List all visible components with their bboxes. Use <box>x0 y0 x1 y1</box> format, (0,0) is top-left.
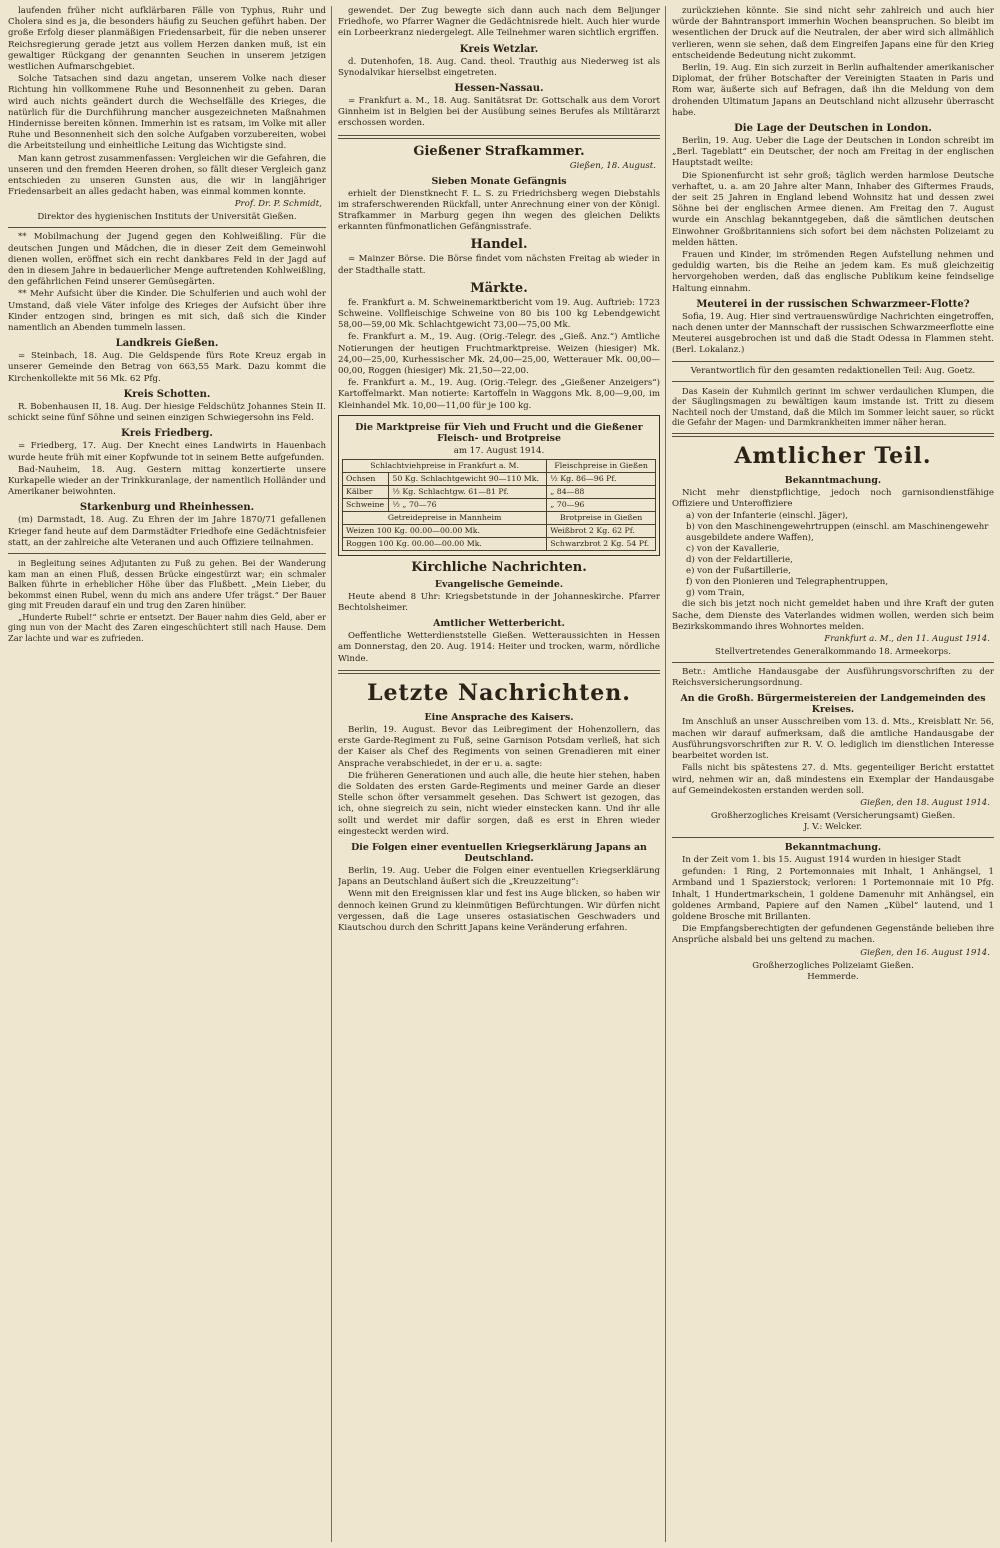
table-cell: Weißbrot 2 Kg. 62 Pf. <box>547 524 656 537</box>
notice-signatory: J. V.: Welcker. <box>803 821 863 832</box>
market-price-heading: Die Marktpreise für Vieh und Frucht und die Gießener Fleisch- und Brotpreise <box>355 421 643 444</box>
section-heading: Hessen-Nassau. <box>454 83 544 95</box>
table-row <box>343 472 656 485</box>
section-heading-large: Letzte Nachrichten. <box>367 679 631 706</box>
notice-paragraph: In der Zeit vom 1. bis 15. August 1914 wurden in hiesiger Stadt <box>682 854 961 865</box>
table-cell: „ 84—88 <box>547 485 656 498</box>
article-heading: Evangelische Gemeinde. <box>434 578 564 590</box>
table-cell: Weizen 100 Kg. 00.00—00.00 Mk. <box>343 524 547 537</box>
notice-paragraph: Im Anschluß an unser Ausschreiben vom 13. d. Mts., Kreisblatt Nr. 56, machen wir darauf aufmerksam, daß die amtliche Handausgabe der Ausführungsvorschriften zur R. V. O. lediglich im dienstlichen Interesse bearbeitet worden ist. <box>672 717 994 762</box>
section-heading: Meuterei in der russischen Schwarzmeer-Flotte? <box>696 298 970 310</box>
table-cell: ½ Kg. Schlachtgw. 61—81 Pf. <box>389 485 547 498</box>
divider <box>672 433 994 437</box>
section-heading: Starkenburg und Rheinhessen. <box>79 502 255 514</box>
article-paragraph: = Friedberg, 17. Aug. Der Knecht eines Landwirts in Hauenbach wurde heute früh mit einer Kopfwunde tot in seinem Bette aufgefunden. <box>8 441 326 463</box>
service-branch-list <box>686 511 994 599</box>
notice-authority: Großherzogliches Polizeiamt Gießen. <box>752 960 914 971</box>
article-paragraph: Berlin, 19. Aug. Ueber die Lage der Deutschen in London schreibt im „Berl. Tageblatt“ ein Deutscher, der noch am Freitag in der englischen Hauptstadt weilte: <box>672 136 994 169</box>
article-paragraph: Frauen und Kinder, im strömenden Regen Aufstellung nehmen und geduldig warten, bis die Reihe an jedem kam. Es muß gleichzeitig hervorgehoben werden, daß das englische Publikum keine feindselige Haltung einnahm. <box>672 250 994 294</box>
market-price-box <box>338 415 660 556</box>
table-row <box>343 485 656 498</box>
article-paragraph: laufenden früher nicht aufklärbaren Fälle von Typhus, Ruhr und Cholera sind es ja, die besonders häufig zu Seuchen geführt haben. Der große Erfolg dieser planmäßigen Friedensarbeit, für die neben unserer Reichsregierung gerade jetzt aus vollem Herzen danken muß, ist ein gewaltiger Rückgang der genannten Seuchen in unserem jetzigen westlichen Aufmarschgebiet. <box>8 6 326 73</box>
feuilleton-paragraph: „Hunderte Rubel!“ schrie er entsetzt. Der Bauer nahm dies Geld, aber er ging nun von der Macht des Zaren eingeschüchtert still nach Hause. Dem Zar lachte und war es zufrieden. <box>8 611 326 644</box>
table-cell: Roggen 100 Kg. 00.00—00.00 Mk. <box>343 537 547 550</box>
divider <box>8 553 326 554</box>
table-cell: Kälber <box>343 485 389 498</box>
article-paragraph: Heute abend 8 Uhr: Kriegsbetstunde in der Johanneskirche. Pfarrer Bechtolsheimer. <box>338 591 660 614</box>
section-heading: Landkreis Gießen. <box>115 338 219 350</box>
notice-paragraph: Nicht mehr dienstpflichtige, jedoch noch garnisondienstfähige Offiziere und Unteroffiziere <box>672 488 994 510</box>
article-paragraph: = Steinbach, 18. Aug. Die Geldspende fürs Rote Kreuz ergab in unserer Gemeinde den Betrag von 663,55 Mark. Dazu kommt die Kirchenkollekte mit 56 Mk. 62 Pfg. <box>8 351 326 384</box>
notice-signature: Gießen, den 16. August 1914. <box>860 947 990 958</box>
article-paragraph: Man kann getrost zusammenfassen: Vergleichen wir die Gefahren, die unseren und den fremden Heeren drohen, so fällt dieser Vergleich ganz entschieden zu unseren Gunsten aus, die wir in langjähriger Friedensarbeit an alles gedacht haben, was einmal kommen konnte. <box>8 153 326 198</box>
table-row <box>343 537 656 550</box>
article-paragraph: Berlin, 19. Aug. Ein sich zurzeit in Berlin aufhaltender amerikanischer Diplomat, der früher Botschafter der Vereinigten Staaten in Paris und Rom war, äußerte sich auf Befragen, daß ihn die Meldung von dem drohenden Ultimatum Japans an Deutschland nicht allzusehr überrascht habe. <box>672 63 994 118</box>
article-paragraph: Die Spionenfurcht ist sehr groß; täglich werden harmlose Deutsche verhaftet, u. a. am 20 Jahre alter Mann, Inhaber des Giftermes Frauds, der seit 25 Jahren in England lebend Wohnsitz hat und dessen zwei Söhne bei der englischen Armee dienen. Am Freitag den 7. August wurde ein Anschlag bekanntgegeben, daß die sämtlichen deutschen Einwohner Großbritanniens sich sofort bei dem nächsten Polizeiamt zu melden hätten. <box>672 170 994 248</box>
notice-paragraph: die sich bis jetzt noch nicht gemeldet haben und ihre Kraft der guten Sache, dem Dienste des Vaterlandes widmen wollen, werden sich beim Bezirkskommando ihres Wohnortes melden. <box>672 599 994 632</box>
article-paragraph: fe. Frankfurt a. M., 19. Aug. (Orig.-Telegr. des „Gießener Anzeigers“) Kartoffelmarkt. Man notierte: Kartoffeln in Waggons Mk. 8,00—9,00, im Kleinhandel Mk. 10,00—11,00 für je 100 kg. <box>338 378 660 411</box>
list-item: e) von der Fußartillerie, <box>686 566 791 577</box>
notice-signature: Frankfurt a. M., den 11. August 1914. <box>824 634 990 645</box>
article-paragraph: d. Dutenhofen, 18. Aug. Cand. theol. Trauthig aus Niederweg ist als Synodalvikar hierselbst eingetreten. <box>338 56 660 78</box>
column-right <box>672 6 994 1542</box>
section-heading: Kreis Friedberg. <box>121 428 213 440</box>
author-affiliation: Direktor des hygienischen Instituts der Universität Gießen. <box>37 212 297 223</box>
column-rule <box>665 6 666 1542</box>
notice-heading: An die Großh. Bürgermeistereien der Landgemeinden des Kreises. <box>680 693 986 716</box>
list-item: b) von den Maschinengewehrtruppen (einschl. am Maschinengewehr ausgebildete andere Waffen), <box>686 522 989 544</box>
column-middle <box>338 6 660 1542</box>
section-heading: Die Lage der Deutschen in London. <box>734 123 932 135</box>
article-paragraph: Oeffentliche Wetterdienststelle Gießen. Wetteraussichten in Hessen am Donnerstag, den 20. Aug. 1914: Heiter und trocken, warm, nördliche Winde. <box>338 631 660 664</box>
list-item: a) von der Infanterie (einschl. Jäger), <box>686 511 848 522</box>
table-cell: ½ Kg. 86—96 Pf. <box>547 472 656 485</box>
notice-paragraph: Falls nicht bis spätestens 27. d. Mts. gegenteiliger Bericht erstattet wird, nehmen wir an, daß mindestens ein Exemplar der Handausgabe auf Gemeindekosten erstanden werden soll. <box>672 763 994 796</box>
table-header: Fleischpreise in Gießen <box>547 459 656 472</box>
notice-authority: Großherzogliches Kreisamt (Versicherungsamt) Gießen. <box>710 810 956 821</box>
price-table <box>342 459 656 551</box>
article-paragraph: Sofia, 19. Aug. Hier sind vertrauenswürdige Nachrichten eingetroffen, nach denen unter der Mannschaft der russischen Schwarzmeerflotte eine Meuterei ausgebrochen ist und daß die Stadt Odessa in Flammen steht. (Berl. Lokalanz.) <box>672 311 994 356</box>
article-paragraph: gewendet. Der Zug bewegte sich dann auch nach dem Beljunger Friedhofe, wo Pfarrer Wagner die Gedächtnisrede hielt. Auch hier wurde ein Lorbeerkranz niedergelegt. Alle Teilnehmer waren sichtlich ergriffen. <box>338 6 660 39</box>
notice-paragraph: Betr.: Amtliche Handausgabe der Ausführungsvorschriften zu der Reichsversicherungsordnung. <box>672 667 994 689</box>
article-paragraph: zurückziehen könnte. Sie sind nicht sehr zahlreich und auch hier würde der Bahntransport immerhin Wochen beanspruchen. So bleibt im wesentlichen der Druck auf die Neutralen, der aber wird sich allmählich verlieren, wenn sie sehen, daß dem Eingreifen Japans eine für den Krieg entscheidende Bedeutung nicht zukommt. <box>672 6 994 61</box>
section-heading: Kreis Wetzlar. <box>459 43 539 55</box>
dateline: Gießen, 18. August. <box>569 160 656 171</box>
divider <box>338 135 660 139</box>
column-left <box>8 6 326 1542</box>
divider <box>672 837 994 838</box>
feuilleton-paragraph: in Begleitung seines Adjutanten zu Fuß zu gehen. Bei der Wanderung kam man an einen Fluß, dessen Brücke eingestürzt war; ein schmaler Balken führte in erheblicher Höhe über das Flußbett. „Mein Lieber, du bekommst einen Rubel, wenn du mich ans andere Ufer trägst.“ Der Bauer ging mit Freuden darauf ein und trug den Zaren hinüber. <box>8 557 326 611</box>
article-paragraph: Berlin, 19. Aug. Ueber die Folgen einer eventuellen Kriegserklärung Japans an Deutschland äußert sich die „Kreuzzeitung“: <box>338 865 660 888</box>
section-heading-large: Amtlicher Teil. <box>734 443 932 470</box>
article-paragraph: = Frankfurt a. M., 18. Aug. Sanitätsrat Dr. Gottschalk aus dem Vorort Ginnheim ist in Belgien bei der Ausübung seines Berufes als Militärarzt erschossen worden. <box>338 96 660 129</box>
table-cell: Schwarzbrot 2 Kg. 54 Pf. <box>547 537 656 550</box>
table-cell: Schweine <box>343 498 389 511</box>
divider <box>672 361 994 362</box>
notice-heading: Bekanntmachung. <box>784 475 882 487</box>
section-heading: Märkte. <box>470 280 528 296</box>
impressum: Verantwortlich für den gesamten redaktionellen Teil: Aug. Goetz. <box>690 365 976 376</box>
author-signature: Prof. Dr. P. Schmidt, <box>234 199 322 210</box>
article-paragraph: Bad-Nauheim, 18. Aug. Gestern mittag konzertierte unsere Kurkapelle wieder an der Trinkkuranlage, der namentlich Holländer und Amerikaner beiwohnten. <box>8 464 326 498</box>
list-item: f) von den Pionieren und Telegraphentruppen, <box>686 577 889 588</box>
section-heading: Kirchliche Nachrichten. <box>411 559 587 575</box>
column-rule <box>331 6 332 1542</box>
section-heading: Gießener Strafkammer. <box>413 143 585 159</box>
notice-signatory: Hemmerde. <box>807 971 859 982</box>
article-paragraph: ** Mobilmachung der Jugend gegen den Kohlweißling. Für die deutschen Jungen und Mädchen, die in dieser Zeit dem Gemeinwohl dienen wollen, eröffnet sich ein recht dankbares Feld in der Jagd auf den in diesem Jahre in bedauerlicher Menge auftretenden Kohlweißling, den gefährlichen Feind unserer Gemüsegärten. <box>8 232 326 288</box>
list-item: g) vom Train, <box>686 588 745 599</box>
divider <box>338 670 660 674</box>
article-paragraph: = Mainzer Börse. Die Börse findet vom nächsten Freitag ab wieder in der Stadthalle statt. <box>338 254 660 276</box>
article-heading: Amtlicher Wetterbericht. <box>433 618 565 630</box>
article-paragraph: Wenn mit den Ereignissen klar und fest ins Auge blicken, so haben wir dennoch keinen Grund zu kleinmütigen Befürchtungen. Wir dürfen nicht vergessen, daß die Lage unseres ostasiatischen Geschwaders und Kiautschou durch den Schritt Japans keine Veränderung erfahren. <box>338 889 660 933</box>
table-cell: Ochsen <box>343 472 389 485</box>
divider <box>8 227 326 228</box>
notice-paragraph: gefunden: 1 Ring, 2 Portemonnaies mit Inhalt, 1 Anhängsel, 1 Armband und 1 Spazierstock; verloren: 1 Portemonnaie mit 10 Pfg. Inhalt, 1 Hundertmarkschein, 1 goldene Damenuhr mit Anhängsel, ein goldenes Armband, Papiere auf den Namen „Kübel“ lautend, und 1 goldene Brosche mit Brillanten. <box>672 867 994 922</box>
section-heading: Kreis Schotten. <box>123 388 211 400</box>
table-cell: „ 70—96 <box>547 498 656 511</box>
table-header: Schlachtviehpreise in Frankfurt a. M. <box>343 459 547 472</box>
article-paragraph: erhielt der Dienstknecht F. L. S. zu Friedrichsberg wegen Diebstahls im straferschwerenden Rückfall, unter Anrechnung einer von der Königl. Strafkammer in Marburg gegen ihn wegen des gleichen Delikts erkannten fünfmonatlichen Gefängnisstrafe. <box>338 188 660 233</box>
article-paragraph: Berlin, 19. August. Bevor das Leibregiment der Hohenzollern, das erste Garde-Regiment zu Fuß, seine Garnison Potsdam verließ, hat sich der Kaiser als Chef des Regiments von seinen Grenadieren mit einer Ansprache verabschiedet, in der er u. a. sagte: <box>338 724 660 769</box>
table-header: Brotpreise in Gießen <box>547 511 656 524</box>
article-paragraph: ** Mehr Aufsicht über die Kinder. Die Schulferien und auch wohl der Umstand, daß viele Väter infolge des Krieges der Aufsicht über ihre Kinder entzogen sind, bringen es mit sich, daß sich die Kinder namentlich an Abenden tummeln lassen. <box>8 289 326 334</box>
advertisement-text: Das Kasein der Kuhmilch gerinnt im schwer verdaulichen Klumpen, die der Säuglingsmagen zu bewältigen kaum imstande ist. Tritt zu diesem Nachteil noch der Umstand, daß die Milch im Sommer leicht sauer, so rückt die Gefahr der Magen- und Darmkrankheiten immer näher heran. <box>672 385 994 428</box>
list-item: d) von der Feldartillerie, <box>686 555 793 566</box>
market-price-date: am 17. August 1914. <box>453 445 545 456</box>
article-heading: Die Folgen einer eventuellen Kriegserklärung Japans an Deutschland. <box>351 841 647 864</box>
table-row <box>343 511 656 524</box>
article-paragraph: Die früheren Generationen und auch alle, die heute hier stehen, haben die Soldaten des ersten Garde-Regiments und meiner Garde an dieser Stelle schon öfter versammelt gesehen. Das Schwert ist gezogen, das ich, ohne siegreich zu sein, nicht wieder einstecken kann. Und ihr alle sollt und werdet mir dafür sorgen, daß es erst in Ehren wieder eingesteckt werden wird. <box>338 770 660 837</box>
notice-signature: Gießen, den 18. August 1914. <box>860 797 990 808</box>
article-paragraph: fe. Frankfurt a. M. Schweinemarktbericht vom 19. Aug. Auftrieb: 1723 Schweine. Vollfleischige Schweine von 80 bis 100 kg Lebendgewicht 58,00—59,00 Mk. Schlachtgewicht 73,00—75,00 Mk. <box>338 297 660 331</box>
table-row <box>343 498 656 511</box>
article-paragraph: (m) Darmstadt, 18. Aug. Zu Ehren der im Jahre 1870/71 gefallenen Krieger fand heute auf dem Darmstädter Friedhofe eine Gedächtnisfeier statt, an der zahlreiche alte Veteranen und auch Offiziere teilnahmen. <box>8 515 326 548</box>
article-paragraph: Solche Tatsachen sind dazu angetan, unserem Volke nach dieser Richtung hin vollkommene Ruhe und Besonnenheit zu geben. Daran wird auch nichts geändert durch die Wechselfälle des Krieges, die natürlich für die Durchführung mancher ausgezeichneten Maßnahmen Hindernisse bereiten können. Immerhin ist es ratsam, im Volke mit aller Ruhe und Besonnenheit sich den solche Aufgaben vorzubereiten, wobei die Arbeitsteilung und einheitliche Leitung das Wichtigste sind. <box>8 74 326 152</box>
table-row <box>343 524 656 537</box>
article-paragraph: R. Bobenhausen II, 18. Aug. Der hiesige Feldschütz Johannes Stein II. schickt seine fünf Söhne und seinen einzigen Schwiegersohn ins Feld. <box>8 401 326 424</box>
notice-authority: Stellvertretendes Generalkommando 18. Armeekorps. <box>715 647 951 658</box>
notice-heading: Bekanntmachung. <box>784 841 882 853</box>
article-heading: Eine Ansprache des Kaisers. <box>424 711 574 723</box>
table-cell: ½ „ 70—76 <box>389 498 547 511</box>
divider <box>672 662 994 663</box>
notice-paragraph: Die Empfangsberechtigten der gefundenen Gegenstände belieben ihre Ansprüche alsbald bei uns geltend zu machen. <box>672 924 994 946</box>
table-header: Getreidepreise in Mannheim <box>343 511 547 524</box>
divider <box>672 381 994 382</box>
list-item: c) von der Kavallerie, <box>686 544 780 555</box>
table-cell: 50 Kg. Schlachtgewicht 90—110 Mk. <box>389 472 547 485</box>
article-heading: Sieben Monate Gefängnis <box>431 175 567 187</box>
article-paragraph: fe. Frankfurt a. M., 19. Aug. (Orig.-Telegr. des „Gieß. Anz.“) Amtliche Notierungen der heutigen Fruchtmarktpreise. Weizen (hiesiger) Mk. 24,00—25,00, Kurhessischer Mk. 24,00—25,00, Wetterauer Mk. 00,00—00,00, Roggen (hiesiger) Mk. 21,50—22,00. <box>338 332 660 377</box>
table-row <box>343 459 656 472</box>
section-heading: Handel. <box>470 237 528 253</box>
